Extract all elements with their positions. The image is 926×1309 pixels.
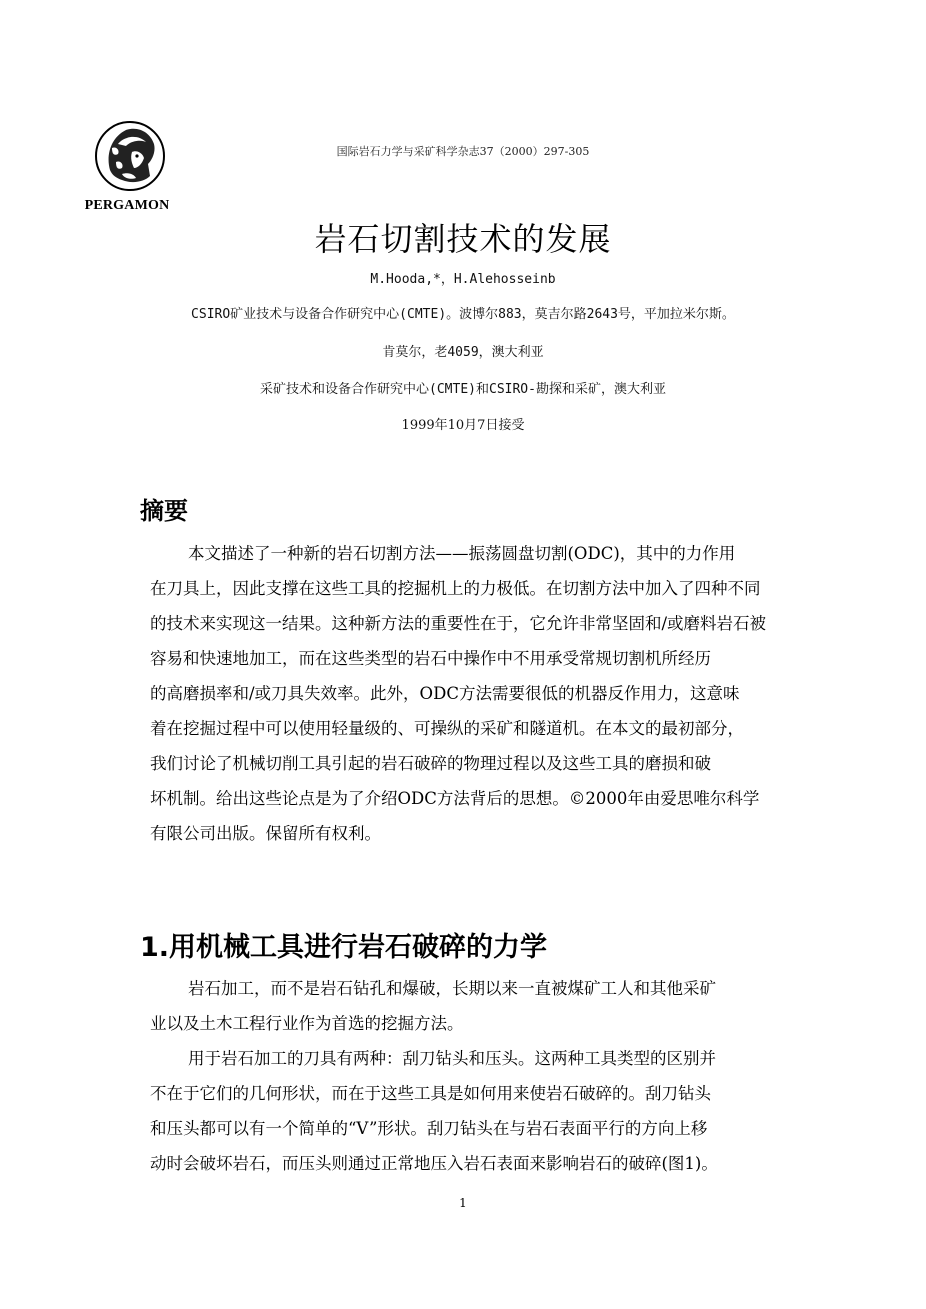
paper-title: 岩石切割技术的发展 <box>314 220 612 258</box>
abstract-heading: 摘要 <box>140 497 188 525</box>
section-heading: 1.用机械工具进行岩石破碎的力学 <box>140 932 548 963</box>
abstract-line: 的高磨损率和/或刀具失效率。此外，ODC方法需要很低的机器反作用力，这意味 <box>150 684 740 703</box>
abstract-line: 本文描述了一种新的岩石切割方法——振荡圆盘切割(ODC)，其中的力作用 <box>188 544 736 563</box>
paragraph-line: 业以及土木工程行业作为首选的挖掘方法。 <box>150 1014 464 1033</box>
section-paragraph <box>150 971 780 1041</box>
paragraph-line: 用于岩石加工的刀具有两种：刮刀钻头和压头。这两种工具类型的区别并 <box>188 1049 716 1068</box>
abstract-body <box>150 536 780 851</box>
abstract-line: 着在挖掘过程中可以使用轻量级的、可操纵的采矿和隧道机。在本文的最初部分， <box>150 719 744 738</box>
paragraph-line: 动时会破坏岩石，而压头则通过正常地压入岩石表面来影响岩石的破碎(图1)。 <box>150 1154 718 1173</box>
abstract-line: 坏机制。给出这些论点是为了介绍ODC方法背后的思想。©2000年由爱思唯尔科学 <box>150 789 760 808</box>
abstract-line: 容易和快速地加工，而在这些类型的岩石中操作中不用承受常规切割机所经历 <box>150 649 711 668</box>
abstract-line: 有限公司出版。保留所有权利。 <box>150 824 381 843</box>
journal-reference: 国际岩石力学与采矿科学杂志37（2000）297-305 <box>336 145 590 158</box>
publisher-name: PERGAMON <box>84 198 170 213</box>
affiliation-2: 肯莫尔，老4059，澳大利亚 <box>382 345 544 360</box>
received-date: 1999年10月7日接受 <box>401 418 525 433</box>
paragraph-line: 不在于它们的几何形状，而在于这些工具是如何用来使岩石破碎的。刮刀钻头 <box>150 1084 711 1103</box>
paragraph-line: 岩石加工，而不是岩石钻孔和爆破，长期以来一直被煤矿工人和其他采矿 <box>188 979 716 998</box>
publisher-logo <box>78 118 176 218</box>
section-paragraph <box>150 1041 780 1181</box>
abstract-line: 的技术来实现这一结果。这种新方法的重要性在于，它允许非常坚固和/或磨料岩石被 <box>150 614 767 633</box>
page-number: 1 <box>459 1196 467 1210</box>
authors: M.Hooda,*，H.Alehosseinb <box>370 272 556 287</box>
paragraph-line: 和压头都可以有一个简单的“V”形状。刮刀钻头在与岩石表面平行的方向上移 <box>150 1119 708 1138</box>
affiliation-1: CSIRO矿业技术与设备合作研究中心(CMTE)。波博尔883，莫吉尔路2643号，平加拉米尔斯。 <box>191 307 735 322</box>
affiliation-3: 采矿技术和设备合作研究中心(CMTE)和CSIRO-勘探和采矿，澳大利亚 <box>260 382 666 397</box>
abstract-line: 我们讨论了机械切削工具引起的岩石破碎的物理过程以及这些工具的磨损和破 <box>150 754 711 773</box>
abstract-line: 在刀具上，因此支撑在这些工具的挖掘机上的力极低。在切割方法中加入了四种不同 <box>150 579 761 598</box>
